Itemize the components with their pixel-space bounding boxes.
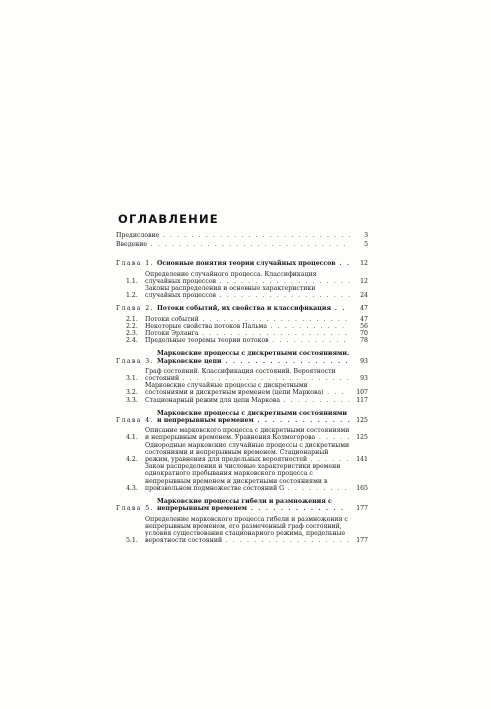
entry-page-number: 5	[364, 241, 368, 249]
entry-title	[145, 463, 352, 492]
entry-number: 3.2.	[126, 389, 138, 397]
entry-title	[145, 368, 352, 382]
leader-dots: . . . . . . . . . . . . .	[247, 505, 345, 513]
leader-dots: . . . . . . . . . . .	[267, 322, 346, 330]
entry-title-text: Основные понятия теории случайных процессов	[156, 260, 336, 268]
toc-front-entry[interactable]	[116, 239, 368, 248]
entry-title	[145, 516, 352, 545]
entry-number: 2.3.	[126, 330, 138, 338]
entry-title	[157, 260, 352, 267]
entry-title	[145, 323, 352, 330]
leader-dots: . . . . . . . . . . . . . . . . . .	[222, 537, 351, 545]
entry-title	[157, 305, 352, 312]
entry-number: 1.2.	[126, 292, 138, 300]
entry-number: 3.1.	[126, 375, 138, 383]
entry-title	[157, 350, 352, 364]
entry-title-text: Предельные теоремы теории потоков	[145, 337, 269, 345]
entry-number: 2.4.	[126, 337, 138, 345]
entry-number: 2.2.	[126, 322, 138, 330]
entry-title	[145, 442, 352, 464]
leader-dots: . . . . . . . . . . . . . . . . . . . . . . . . . . .	[159, 232, 352, 239]
entry-title-text: Предисловие	[116, 232, 160, 239]
entry-title-text: Однородные марковские случайные процессы с дискретными состояниями и непрерывным временем. Стационарный режим, уравнения для предельных вероятностей	[145, 441, 350, 464]
leader-dots: . . . . . . . . . .	[280, 396, 352, 404]
table-of-contents	[116, 230, 368, 544]
toc-section-entry[interactable]	[116, 427, 368, 441]
entry-title-text: Стационарный режим для цепи Маркова	[145, 396, 281, 404]
entry-title	[116, 230, 352, 239]
entry-page-number: 177	[356, 537, 368, 545]
entry-page-number: 3	[364, 232, 368, 239]
leader-dots: . . . . . . . . . . .	[268, 337, 348, 345]
entry-page-number: 78	[360, 337, 368, 345]
entry-title-text: Марковские случайные процессы с дискретными состояниями и дискретным временем (цепи Маркова)	[145, 382, 324, 397]
leader-dots: . . . . .	[315, 434, 351, 442]
entry-page-number: 47	[360, 315, 368, 323]
entry-page-number: 125	[356, 434, 368, 442]
entry-title-text: Введение	[116, 241, 148, 249]
entry-page-number: 56	[360, 322, 368, 330]
entry-title	[145, 337, 352, 344]
leader-dots: . . . . . . . . . . . . . . . . . . .	[216, 292, 352, 300]
toc-chapter-entry[interactable]	[116, 350, 368, 364]
entry-number: 4.1.	[126, 434, 138, 442]
entry-number: Глава 3.	[116, 357, 154, 365]
entry-number: 3.3.	[126, 396, 138, 404]
leader-dots: . . . . . . . . . . . . .	[253, 417, 352, 425]
entry-number: Глава 2.	[116, 305, 154, 313]
toc-title: ОГЛАВЛЕНИЕ	[118, 212, 219, 226]
entry-title-text: Определение случайного процесса. Классификация случайных процессов	[145, 270, 317, 285]
leader-dots: . .	[335, 260, 351, 268]
entry-page-number: 24	[360, 292, 368, 300]
entry-page-number: 12	[360, 277, 368, 285]
entry-page-number: 47	[360, 305, 368, 313]
spacer	[116, 248, 368, 254]
entry-title	[145, 330, 352, 337]
entry-title	[157, 410, 352, 424]
toc-front-entry[interactable]	[116, 230, 368, 239]
entry-title-text: Граф состояний. Классификация состояний. Вероятности состояний	[145, 367, 336, 383]
entry-number: 2.1.	[126, 315, 138, 323]
entry-page-number: 125	[356, 417, 368, 425]
toc-section-entry[interactable]	[116, 463, 368, 492]
entry-title	[116, 239, 352, 248]
entry-page-number: 117	[356, 396, 368, 404]
toc-chapter-entry[interactable]	[116, 305, 368, 312]
entry-title-text: Некоторые свойства потоков Пальма	[145, 322, 268, 330]
toc-section-entry[interactable]	[116, 382, 368, 396]
toc-chapter-entry[interactable]	[116, 410, 368, 424]
entry-number: 1.1.	[126, 277, 138, 285]
entry-title	[145, 427, 352, 441]
toc-chapter-entry[interactable]	[116, 498, 368, 512]
leader-dots: . . . . . . . . . . . . . . . . . . . . . . . .	[179, 375, 351, 383]
toc-section-entry[interactable]	[116, 271, 368, 285]
leader-dots: . . . . . . . . . . . . . . . . . . . . . . . . . . . .	[147, 241, 347, 249]
toc-section-entry[interactable]	[116, 285, 368, 299]
entry-page-number: 93	[360, 357, 368, 365]
entry-title	[145, 397, 352, 404]
entry-title-text: Законы распределения и основные характеристики случайных процессов	[145, 285, 316, 300]
toc-section-entry[interactable]	[116, 368, 368, 382]
leader-dots: . . . . . .	[307, 456, 350, 464]
entry-page-number: 141	[356, 456, 368, 464]
entry-title-text: Марковские процессы с дискретными состояниями. Марковские цепи	[156, 350, 350, 365]
toc-section-entry[interactable]	[116, 516, 368, 545]
entry-page-number: 93	[360, 375, 368, 383]
entry-page-number: 107	[356, 389, 368, 397]
toc-section-entry[interactable]	[116, 337, 368, 344]
entry-title-text: Закон распределения и числовые характеристики времени однократного пребывания марковского процесса с непрерывным временем и дискретными состояниями в произвольном подмножестве состояний G	[145, 463, 341, 492]
leader-dots: . .	[331, 305, 347, 313]
entry-title-text: Описание марковского процесса с дискретными состояниями и непрерывным временем. Уравнения Колмогорова	[145, 427, 350, 442]
entry-number: 4.2.	[126, 456, 138, 464]
toc-section-entry[interactable]	[116, 397, 368, 404]
entry-page-number: 177	[356, 505, 368, 513]
entry-title-text: Марковские процессы с дискретными состояниями и непрерывным временем	[156, 409, 348, 425]
entry-number: Глава 5.	[116, 505, 154, 513]
entry-title-text: Определение марковского процесса гибели и размножения с непрерывным временем, его размеченный граф состояний, условия существования стационарного режима, предельные вероятности состояний	[145, 515, 348, 545]
entry-title	[157, 498, 352, 512]
entry-page-number: 70	[360, 330, 368, 338]
leader-dots: . . .	[323, 389, 345, 397]
entry-number: 5.1.	[126, 537, 138, 545]
entry-title	[145, 382, 352, 396]
entry-title	[145, 285, 352, 299]
leader-dots: . . . . . . . . . . . . . . . . . . .	[216, 277, 352, 285]
toc-section-entry[interactable]	[116, 330, 368, 337]
toc-section-entry[interactable]	[116, 442, 368, 464]
entry-number: Глава 1.	[116, 260, 154, 268]
toc-section-entry[interactable]	[116, 316, 368, 323]
entry-title-text: Потоки событий	[145, 315, 199, 323]
entry-title	[145, 316, 352, 323]
leader-dots: . . . . . . . . . . . . . . . . .	[221, 357, 350, 365]
entry-number: Глава 4.	[116, 417, 154, 425]
leader-dots: . . . . . . . . . . . . . . . . . . . . .	[198, 330, 349, 338]
entry-title-text: Марковские процессы гибели и размножения с непрерывным временем	[156, 498, 332, 513]
entry-number: 4.3.	[126, 484, 138, 492]
toc-chapter-entry[interactable]	[116, 260, 368, 267]
entry-page-number: 12	[360, 260, 368, 268]
entry-title	[145, 271, 352, 285]
toc-section-entry[interactable]	[116, 323, 368, 330]
leader-dots: . . . . . . . . . . . . . . . . . . . . .	[198, 315, 349, 323]
entry-title-text: Потоки Эрланга	[145, 330, 199, 338]
entry-title-text: Потоки событий, их свойства и классификация	[156, 305, 332, 313]
entry-page-number: 165	[356, 484, 368, 492]
leader-dots: . . . . . . . . .	[284, 484, 349, 492]
